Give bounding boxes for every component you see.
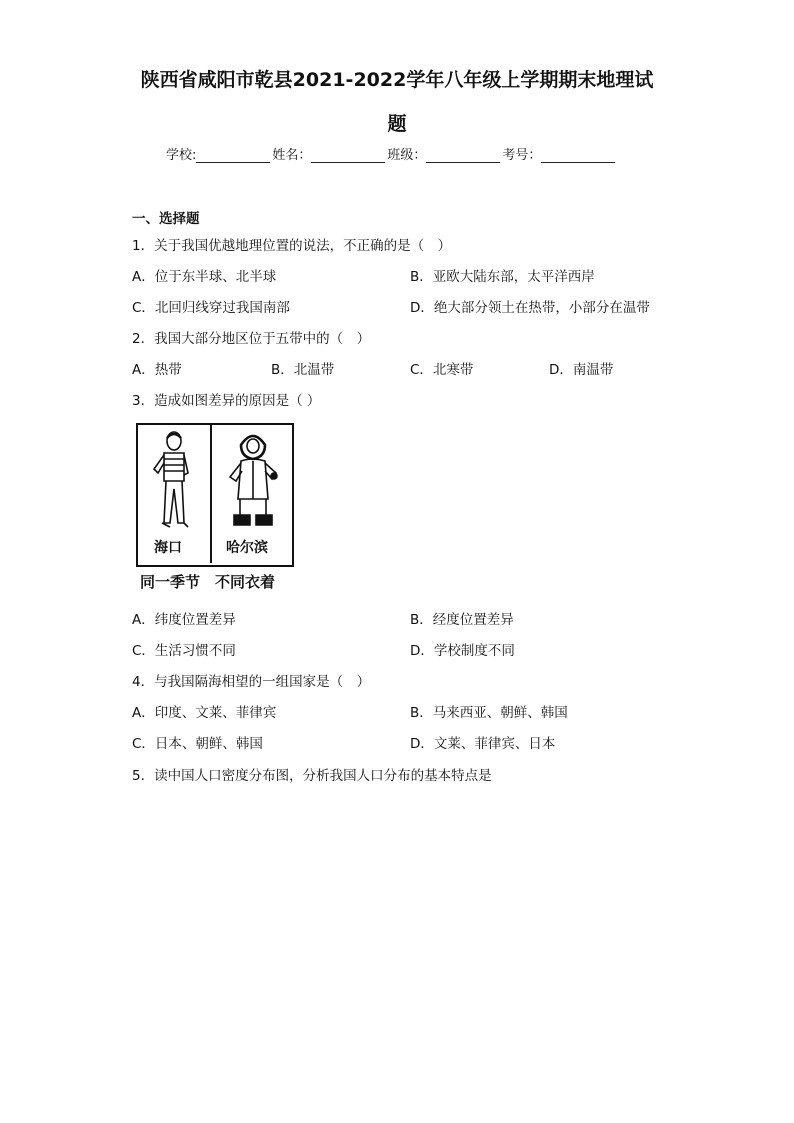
figure-divider <box>210 423 212 563</box>
q2-option-d[interactable]: D．南温带 <box>549 362 614 378</box>
q1-option-c[interactable]: C．北回归线穿过我国南部 <box>132 300 290 316</box>
q2-option-a[interactable]: A．热带 <box>132 362 182 378</box>
name-label: 姓名： <box>272 148 312 163</box>
school-blank[interactable] <box>196 148 270 163</box>
question-5-stem: 5．读中国人口密度分布图，分析我国人口分布的基本特点是 <box>132 768 492 784</box>
q2-option-b[interactable]: B．北温带 <box>271 362 335 378</box>
harbin-label: 哈尔滨 <box>226 540 268 556</box>
clothing-comparison-figure <box>136 423 292 593</box>
q4-option-c[interactable]: C．日本、朝鲜、韩国 <box>132 736 263 752</box>
q4-option-a[interactable]: A．印度、文莱、菲律宾 <box>132 705 277 721</box>
figure-caption: 同一季节 不同衣着 <box>140 573 276 591</box>
q2-option-c[interactable]: C．北寒带 <box>410 362 474 378</box>
student-info-row <box>166 144 617 163</box>
question-1-stem: 1．关于我国优越地理位置的说法，不正确的是（ ） <box>132 238 452 254</box>
school-label: 学校: <box>166 148 197 163</box>
haikou-label: 海口 <box>154 540 182 556</box>
q3-option-d[interactable]: D．学校制度不同 <box>410 643 515 659</box>
question-3-stem: 3．造成如图差异的原因是（ ） <box>132 393 321 409</box>
q3-option-c[interactable]: C．生活习惯不同 <box>132 643 236 659</box>
title-line-1: 陕西省咸阳市乾县2021-2022学年八年级上学期期末地理试 <box>140 69 654 91</box>
q1-option-d[interactable]: D．绝大部分领土在热带，小部分在温带 <box>410 300 650 316</box>
id-blank[interactable] <box>541 148 615 163</box>
name-blank[interactable] <box>311 148 385 163</box>
question-2-stem: 2．我国大部分地区位于五带中的（ ） <box>132 331 371 347</box>
q1-option-b[interactable]: B．亚欧大陆东部，太平洋西岸 <box>410 269 595 285</box>
q4-option-d[interactable]: D．文莱、菲律宾、日本 <box>410 736 556 752</box>
q3-option-a[interactable]: A．纬度位置差异 <box>132 612 236 628</box>
q4-option-b[interactable]: B．马来西亚、朝鲜、韩国 <box>410 705 568 721</box>
title-line-2: 题 <box>387 113 407 135</box>
class-blank[interactable] <box>426 148 500 163</box>
q3-option-b[interactable]: B．经度位置差异 <box>410 612 514 628</box>
class-label: 班级： <box>387 148 427 163</box>
summer-person-icon <box>146 429 202 533</box>
document-title <box>120 58 674 146</box>
question-4-stem: 4．与我国隔海相望的一组国家是（ ） <box>132 674 371 690</box>
section-heading: 一、选择题 <box>132 211 200 227</box>
id-label: 考号： <box>502 148 542 163</box>
winter-person-icon <box>222 429 284 533</box>
q1-option-a[interactable]: A．位于东半球、北半球 <box>132 269 277 285</box>
